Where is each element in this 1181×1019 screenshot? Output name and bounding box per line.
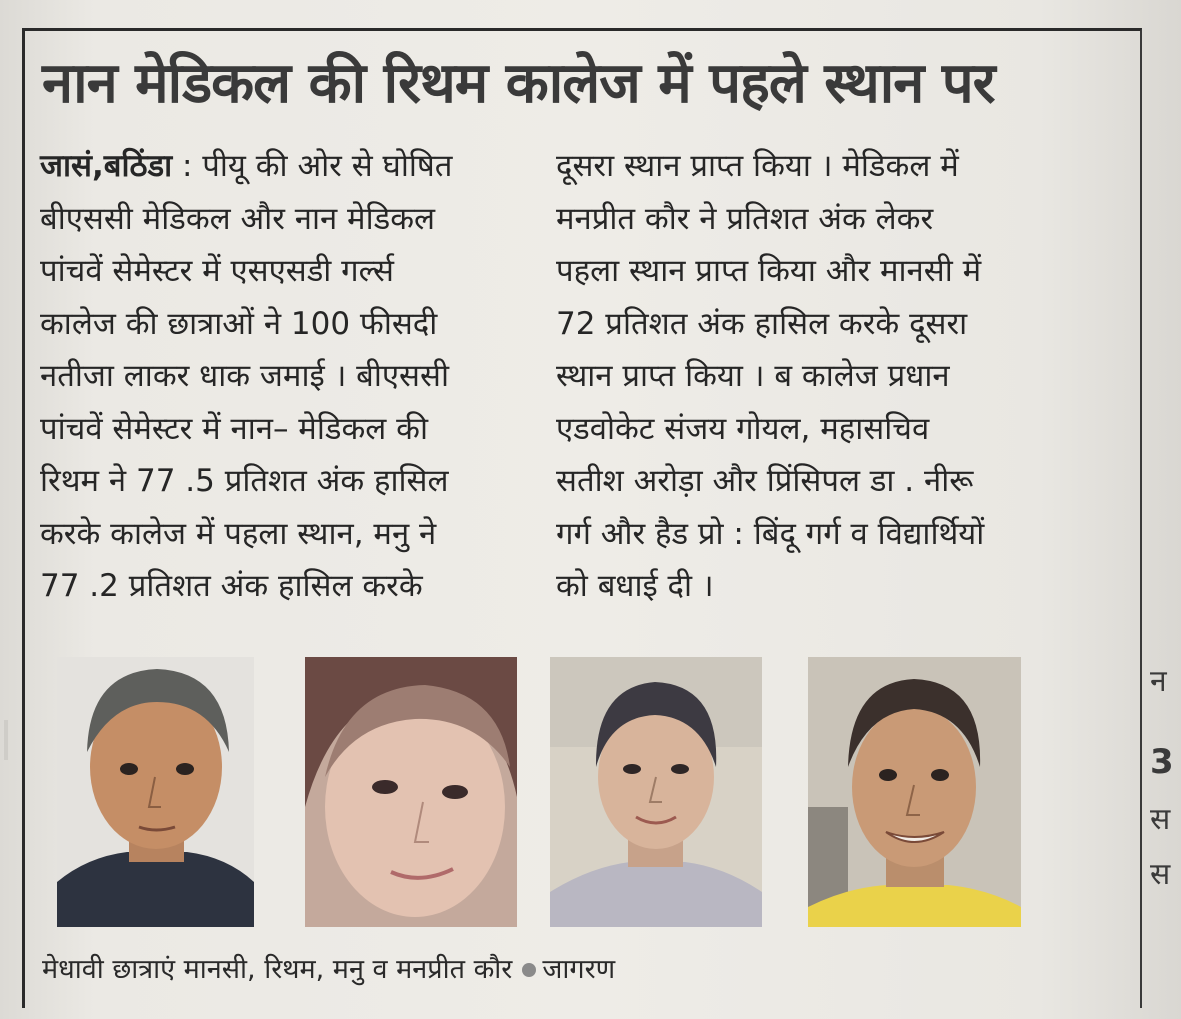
article-line: दूसरा स्थान प्राप्त किया । मेडिकल में [556, 148, 959, 184]
article-line: पांचवें सेमेस्टर में नान– मेडिकल की [40, 410, 428, 447]
photo-caption [42, 950, 615, 990]
article-column-left [40, 140, 500, 613]
article-line: स्थान प्राप्त किया । ब कालेज प्रधान [556, 358, 950, 394]
portrait-illustration [550, 657, 762, 927]
portrait-illustration [808, 657, 1021, 927]
adjacent-column-text: स [1150, 857, 1171, 892]
student-photo-1 [57, 657, 254, 927]
bullet-icon [522, 963, 536, 977]
article-column-right [556, 140, 1036, 613]
article-line: करके कालेज में पहला स्थान, मनु ने [40, 515, 437, 552]
caption-text: मेधावी छात्राएं मानसी, रिथम, मनु व मनप्रीत कौर [42, 954, 513, 985]
headline: नान मेडिकल की रिथम कालेज में पहले स्थान पर [42, 51, 995, 116]
adjacent-column-text: 3 [1150, 742, 1174, 782]
article-line: मनप्रीत कौर ने प्रतिशत अंक लेकर [556, 200, 934, 237]
student-photo-2 [305, 657, 517, 927]
margin-mark [4, 720, 8, 760]
article-line: जासं,बठिंडा : पीयू की ओर से घोषित [40, 148, 453, 184]
article-line: नतीजा लाकर धाक जमाई । बीएससी [40, 358, 449, 394]
photo-credit: जागरण [542, 954, 616, 985]
adjacent-column-text: स [1150, 802, 1171, 837]
article-line: पहला स्थान प्राप्त किया और मानसी में [556, 253, 982, 289]
article-line: बीएससी मेडिकल और नान मेडिकल [40, 200, 436, 237]
article-line: सतीश अरोड़ा और प्रिंसिपल डा . नीरू [556, 463, 974, 499]
article-line: पांचवें सेमेस्टर में एसएसडी गर्ल्स [40, 253, 394, 289]
adjacent-column-text: न [1150, 664, 1167, 699]
article-line: गर्ग और हैड प्रो : बिंदू गर्ग व विद्यार्थियों [556, 515, 985, 552]
dateline: जासं,बठिंडा [40, 148, 173, 184]
portrait-illustration [305, 657, 517, 927]
article-line: 72 प्रतिशत अंक हासिल करके दूसरा [556, 305, 968, 342]
student-photo-4 [808, 657, 1021, 927]
article-line: कालेज की छात्राओं ने 100 फीसदी [40, 305, 438, 342]
article-line: को बधाई दी । [556, 568, 714, 604]
article-line: 77 .2 प्रतिशत अंक हासिल करके [40, 568, 423, 604]
article-line: रिथम ने 77 .5 प्रतिशत अंक हासिल [40, 463, 449, 499]
article-line-text: पीयू की ओर से घोषित [202, 148, 453, 184]
student-photo-3 [550, 657, 762, 927]
portrait-illustration [57, 657, 254, 927]
article-line: एडवोकेट संजय गोयल, महासचिव [556, 410, 930, 447]
